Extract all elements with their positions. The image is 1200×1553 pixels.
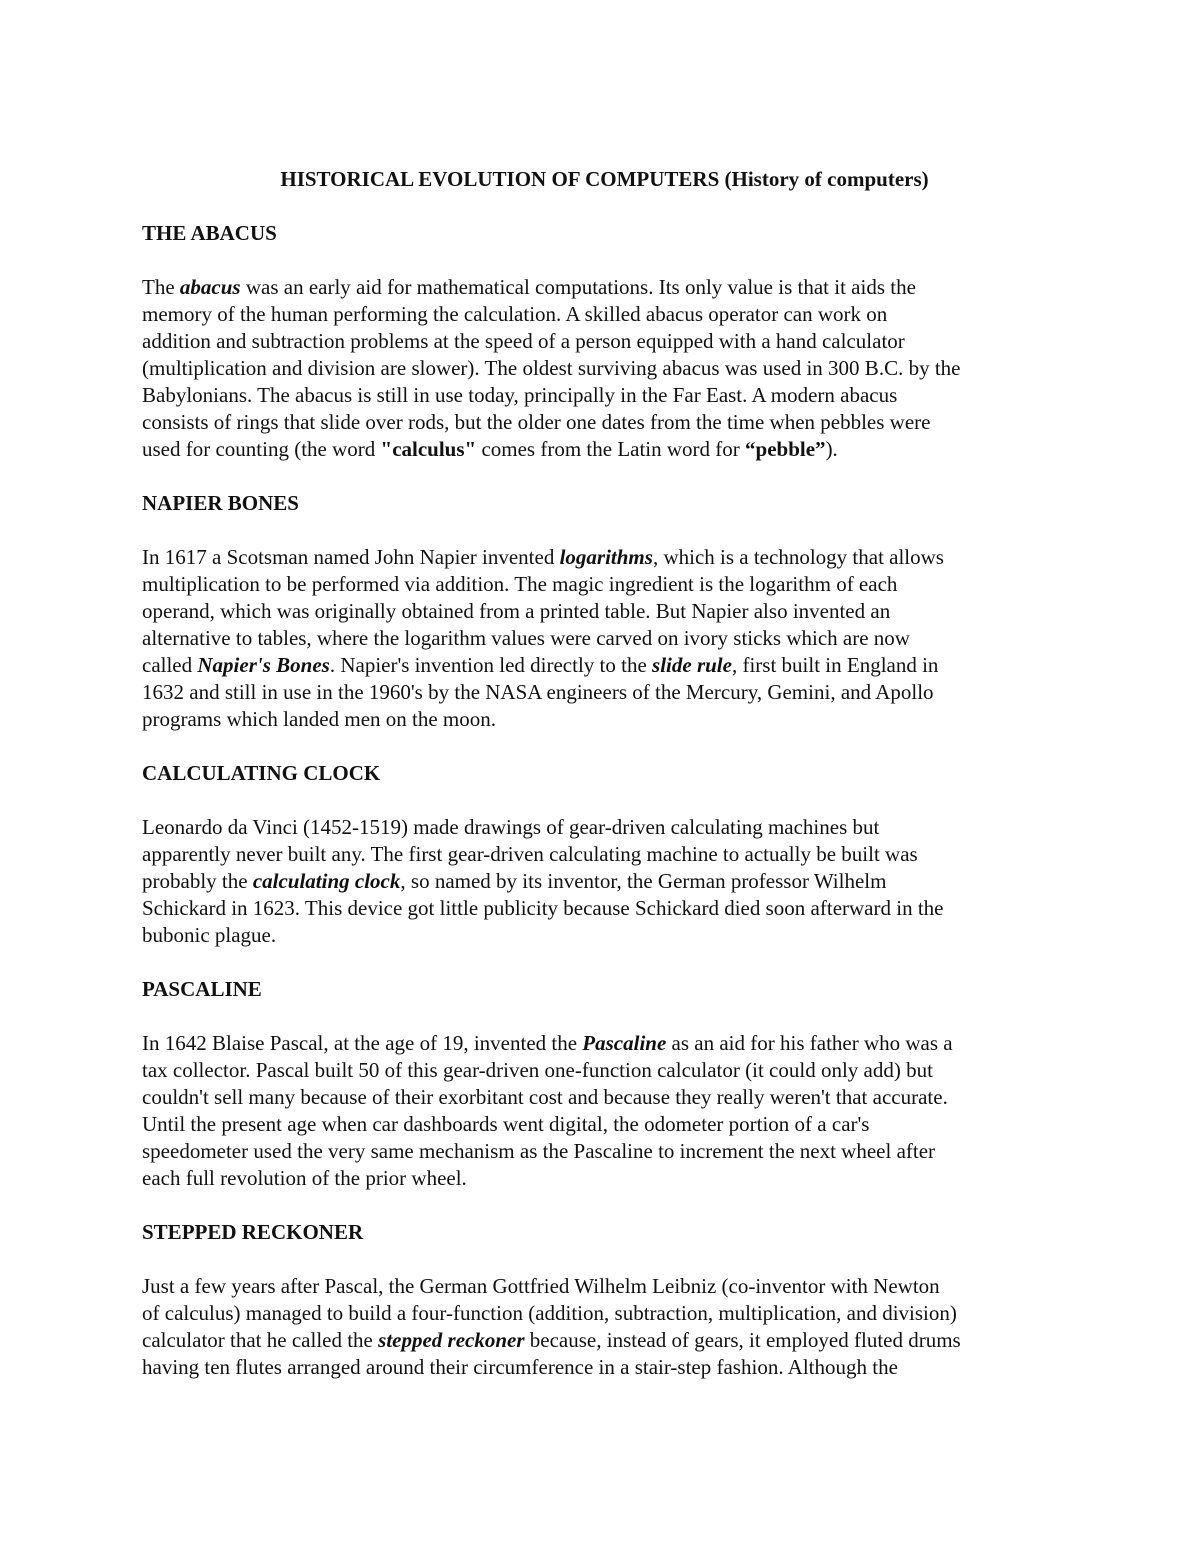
paragraph-line: [142, 274, 1067, 301]
emphasized-term: logarithms: [559, 545, 653, 569]
section-paragraph: [142, 544, 1067, 733]
text-run: each full revolution of the prior wheel.: [142, 1166, 467, 1190]
text-run: having ten flutes arranged around their circumference in a stair-step fashion. Although the: [142, 1355, 898, 1379]
paragraph-line: [142, 409, 1067, 436]
text-run: In 1642 Blaise Pascal, at the age of 19, invented the: [142, 1031, 583, 1055]
text-run: apparently never built any. The first gear-driven calculating machine to actually be built was: [142, 842, 918, 866]
section-heading: THE ABACUS: [142, 221, 277, 245]
emphasized-term: Napier's Bones: [197, 653, 330, 677]
section-heading: NAPIER BONES: [142, 491, 299, 515]
section-paragraph: [142, 1273, 1067, 1381]
text-run: speedometer used the very same mechanism as the Pascaline to increment the next wheel after: [142, 1139, 936, 1163]
paragraph-line: [142, 922, 1067, 949]
document-body: [142, 220, 1067, 1381]
section-paragraph: [142, 1030, 1067, 1192]
emphasized-term: Pascaline: [582, 1031, 667, 1055]
text-run: Leonardo da Vinci (1452-1519) made drawings of gear-driven calculating machines but: [142, 815, 880, 839]
text-run: multiplication to be performed via addition. The magic ingredient is the logarithm of each: [142, 572, 898, 596]
text-run: probably the: [142, 869, 253, 893]
paragraph-line: [142, 1327, 1067, 1354]
text-run: of calculus) managed to build a four-function (addition, subtraction, multiplication, and division): [142, 1301, 957, 1325]
paragraph-line: [142, 1165, 1067, 1192]
text-run: The: [142, 275, 180, 299]
paragraph-line: [142, 679, 1067, 706]
text-run: alternative to tables, where the logarithm values were carved on ivory sticks which are now: [142, 626, 910, 650]
text-run: because, instead of gears, it employed fluted drums: [524, 1328, 961, 1352]
text-run: couldn't sell many because of their exorbitant cost and because they really weren't that accurate.: [142, 1085, 948, 1109]
section-paragraph: [142, 274, 1067, 463]
paragraph-line: [142, 1354, 1067, 1381]
text-run: operand, which was originally obtained from a printed table. But Napier also invented an: [142, 599, 891, 623]
text-run: Just a few years after Pascal, the German Gottfried Wilhelm Leibniz (co-inventor with Newton: [142, 1274, 940, 1298]
emphasized-term: “pebble”: [745, 437, 826, 461]
text-run: calculator that he called the: [142, 1328, 379, 1352]
section-heading: STEPPED RECKONER: [142, 1220, 364, 1244]
section-heading: PASCALINE: [142, 977, 262, 1001]
text-run: comes from the Latin word for: [476, 437, 746, 461]
text-run: . Napier's invention led directly to the: [329, 653, 653, 677]
text-run: bubonic plague.: [142, 923, 277, 947]
text-run: was an early aid for mathematical computations. Its only value is that it aids the: [240, 275, 916, 299]
paragraph-line: [142, 1300, 1067, 1327]
paragraph-line: [142, 1084, 1067, 1111]
emphasized-term: stepped reckoner: [378, 1328, 525, 1352]
text-run: 1632 and still in use in the 1960's by the NASA engineers of the Mercury, Gemini, and Apollo: [142, 680, 934, 704]
emphasized-term: "calculus": [380, 437, 477, 461]
paragraph-line: [142, 868, 1067, 895]
text-run: ).: [825, 437, 838, 461]
text-run: consists of rings that slide over rods, but the older one dates from the time when pebbles were: [142, 410, 931, 434]
emphasized-term: slide rule: [652, 653, 732, 677]
text-run: called: [142, 653, 198, 677]
paragraph-line: [142, 895, 1067, 922]
emphasized-term: abacus: [179, 275, 241, 299]
paragraph-line: [142, 436, 1067, 463]
text-run: In 1617 a Scotsman named John Napier invented: [142, 545, 560, 569]
paragraph-line: [142, 706, 1067, 733]
text-run: tax collector. Pascal built 50 of this gear-driven one-function calculator (it could only add) but: [142, 1058, 933, 1082]
text-run: , which is a technology that allows: [652, 545, 944, 569]
paragraph-line: [142, 301, 1067, 328]
text-run: addition and subtraction problems at the speed of a person equipped with a hand calculator: [142, 329, 905, 353]
document-page: [142, 166, 1067, 1408]
text-run: memory of the human performing the calculation. A skilled abacus operator can work on: [142, 302, 888, 326]
paragraph-line: [142, 571, 1067, 598]
paragraph-line: [142, 652, 1067, 679]
text-run: used for counting (the word: [142, 437, 381, 461]
paragraph-line: [142, 544, 1067, 571]
paragraph-line: [142, 1273, 1067, 1300]
paragraph-line: [142, 814, 1067, 841]
text-run: Schickard in 1623. This device got little publicity because Schickard died soon afterward in the: [142, 896, 944, 920]
document-title: HISTORICAL EVOLUTION OF COMPUTERS (History of computers): [280, 167, 929, 191]
paragraph-line: [142, 328, 1067, 355]
text-run: as an aid for his father who was a: [666, 1031, 953, 1055]
paragraph-line: [142, 625, 1067, 652]
paragraph-line: [142, 841, 1067, 868]
paragraph-line: [142, 598, 1067, 625]
text-run: Until the present age when car dashboards went digital, the odometer portion of a car's: [142, 1112, 870, 1136]
paragraph-line: [142, 1030, 1067, 1057]
section-heading: CALCULATING CLOCK: [142, 761, 381, 785]
paragraph-line: [142, 382, 1067, 409]
section-paragraph: [142, 814, 1067, 949]
emphasized-term: calculating clock: [252, 869, 401, 893]
paragraph-line: [142, 1057, 1067, 1084]
text-run: programs which landed men on the moon.: [142, 707, 497, 731]
paragraph-line: [142, 1138, 1067, 1165]
paragraph-line: [142, 1111, 1067, 1138]
paragraph-line: [142, 355, 1067, 382]
text-run: Babylonians. The abacus is still in use today, principally in the Far East. A modern abacus: [142, 383, 898, 407]
text-run: (multiplication and division are slower). The oldest surviving abacus was used in 300 B.C. by the: [142, 356, 961, 380]
text-run: , first built in England in: [731, 653, 939, 677]
text-run: , so named by its inventor, the German professor Wilhelm: [400, 869, 887, 893]
